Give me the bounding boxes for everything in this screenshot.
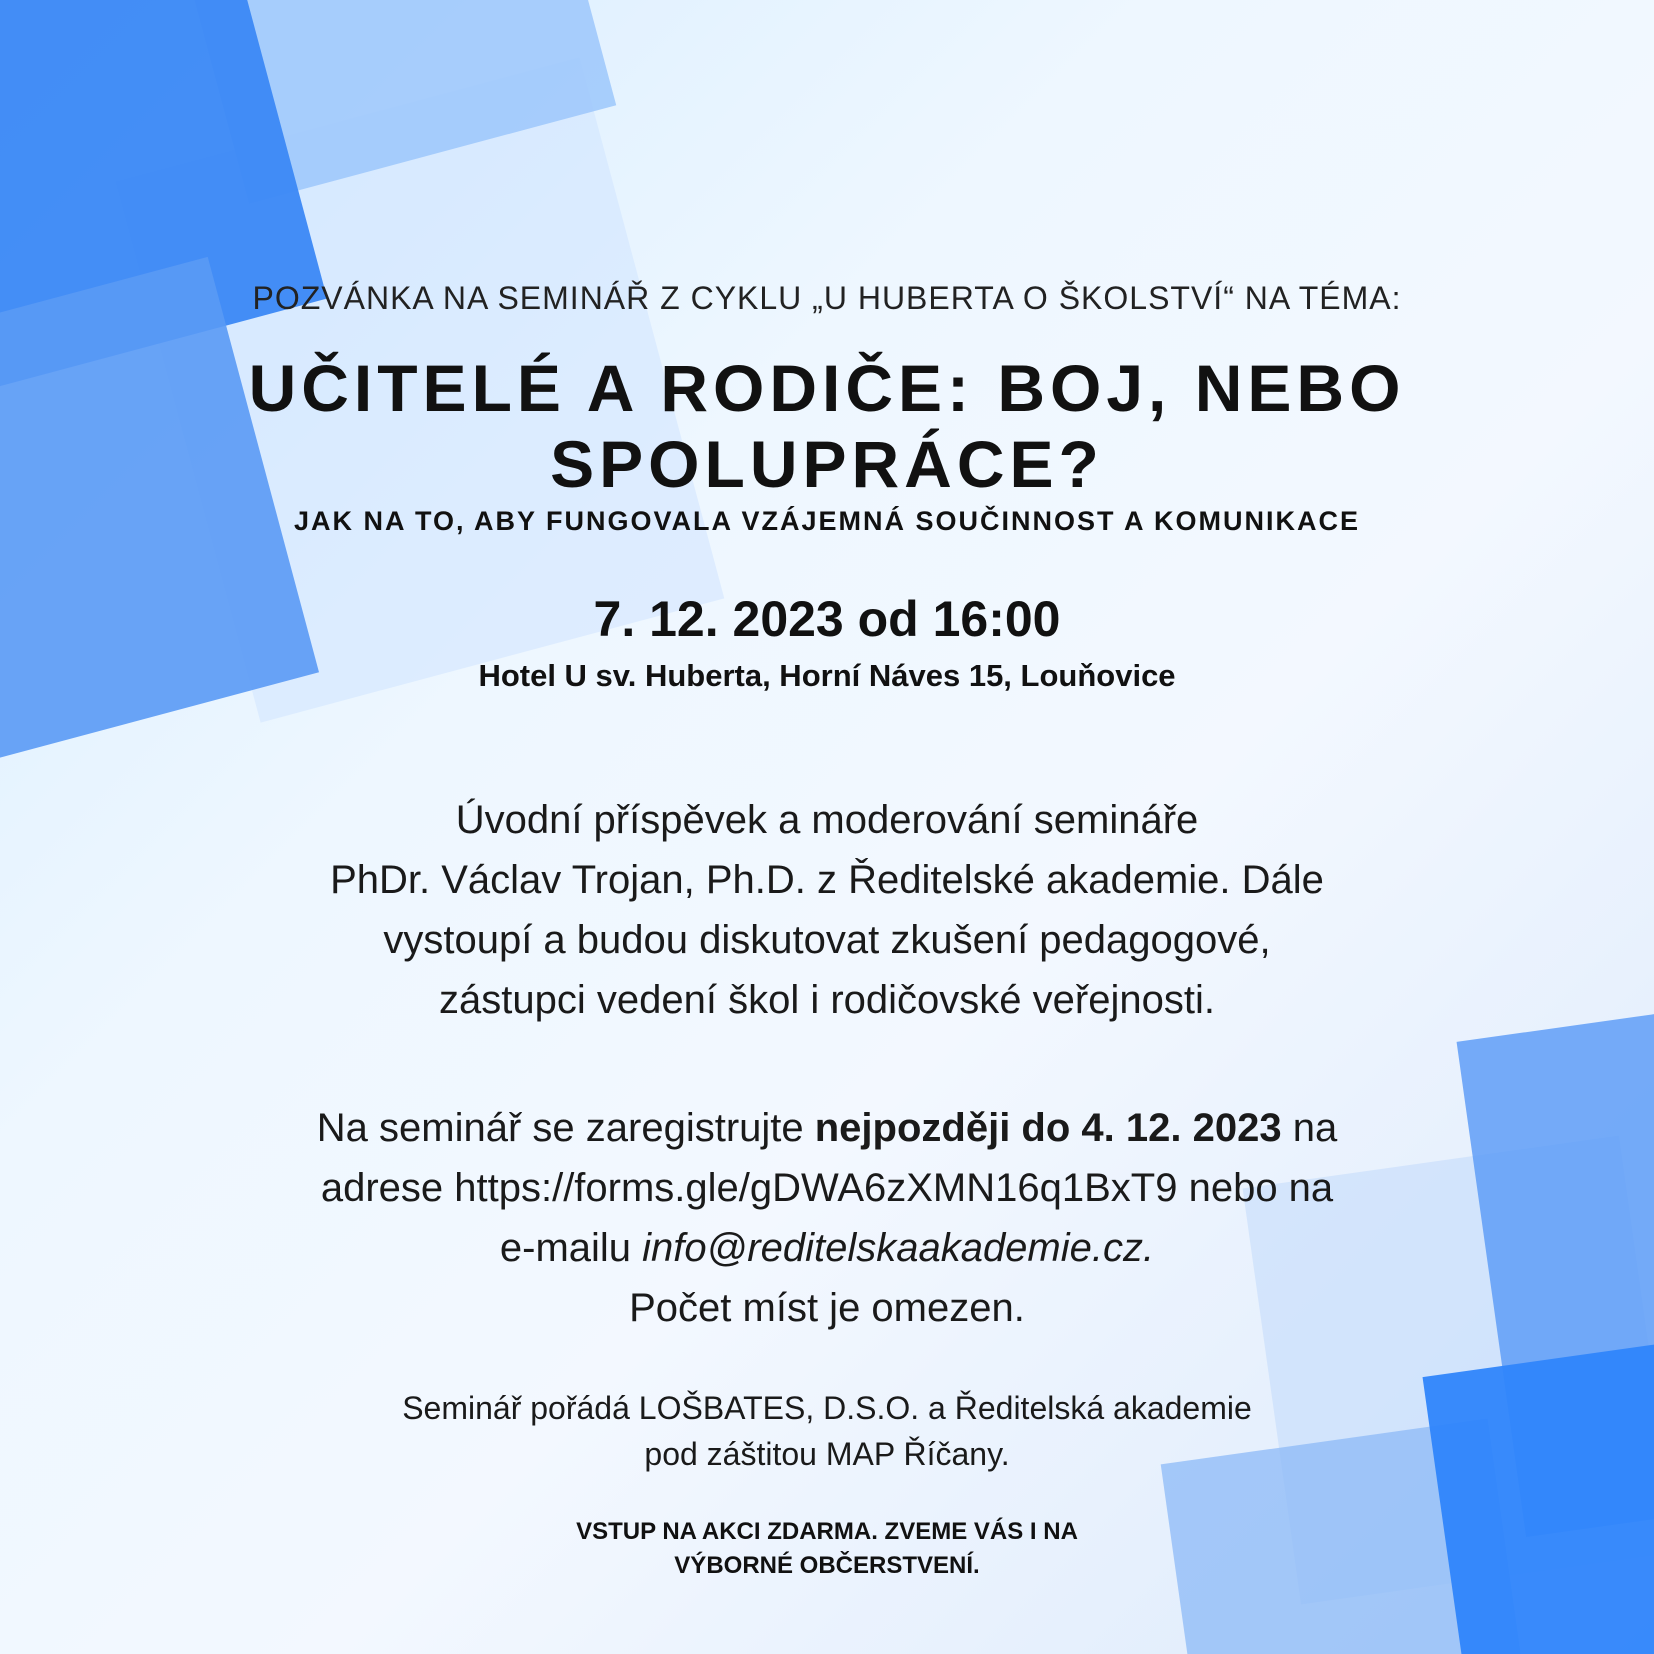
- program-line: Úvodní příspěvek a moderování semináře: [455, 798, 1199, 842]
- organizer-info: [0, 1385, 1654, 1477]
- intro-line: POZVÁNKA NA SEMINÁŘ Z CYKLU „U HUBERTA O ŠKOLSTVÍ“ NA TÉMA:: [252, 280, 1402, 316]
- event-subtitle: JAK NA TO, ABY FUNGOVALA VZÁJEMNÁ SOUČINNOST A KOMUNIKACE: [293, 506, 1361, 536]
- capacity-note: Počet míst je omezen.: [629, 1286, 1025, 1330]
- program-line: zástupci vedení škol i rodičovské veřejnosti.: [439, 978, 1215, 1022]
- free-entry-line: VÝBORNÉ OBČERSTVENÍ.: [674, 1552, 980, 1579]
- event-title: [0, 350, 1654, 502]
- registration-text: na: [1281, 1106, 1338, 1150]
- event-date: 7. 12. 2023 od 16:00: [593, 591, 1061, 647]
- registration-email-link[interactable]: info@reditelskaakademie.cz.: [642, 1226, 1155, 1270]
- free-entry-line: VSTUP NA AKCI ZDARMA. ZVEME VÁS I NA: [576, 1518, 1078, 1545]
- registration-text: Na seminář se zaregistrujte: [316, 1106, 815, 1150]
- registration-text: e-mailu: [499, 1226, 643, 1270]
- registration-form-link[interactable]: adrese https://forms.gle/gDWA6zXMN16q1BxT9 nebo na: [320, 1166, 1334, 1210]
- organizer-line: Seminář pořádá LOŠBATES, D.S.O. a Ředitelská akademie: [402, 1390, 1252, 1426]
- registration-info: [0, 1098, 1654, 1338]
- organizer-line: pod záštitou MAP Říčany.: [644, 1436, 1010, 1472]
- event-title-line: UČITELÉ A RODIČE: BOJ, NEBO: [248, 351, 1406, 425]
- event-title-line: SPOLUPRÁCE?: [550, 427, 1104, 501]
- registration-deadline: nejpozději do 4. 12. 2023: [814, 1106, 1282, 1150]
- event-venue: Hotel U sv. Huberta, Horní Náves 15, Louňovice: [478, 658, 1176, 693]
- free-entry-note: [0, 1515, 1654, 1583]
- program-line: vystoupí a budou diskutovat zkušení pedagogové,: [383, 918, 1271, 962]
- program-line: PhDr. Václav Trojan, Ph.D. z Ředitelské akademie. Dále: [330, 858, 1324, 902]
- program-description: [0, 790, 1654, 1030]
